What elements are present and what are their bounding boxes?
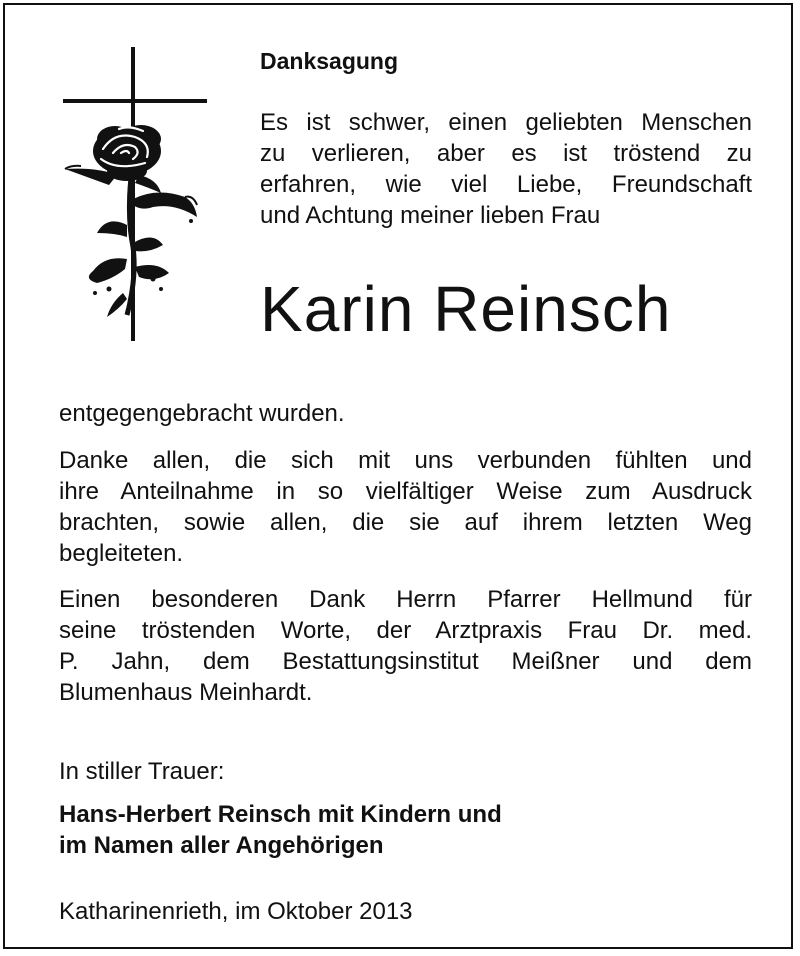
signatory-line: Hans-Herbert Reinsch mit Kindern und bbox=[59, 801, 502, 828]
paragraph-thanks bbox=[59, 445, 752, 569]
paragraph-acknowledgement: entgegengebracht wurden. bbox=[59, 400, 345, 427]
signatories bbox=[59, 799, 502, 861]
paragraph-line: ihre Anteilnahme in so vielfältiger Weise zum Ausdruck bbox=[59, 478, 752, 505]
mourning-phrase: In stiller Trauer: bbox=[59, 758, 225, 785]
obituary-frame bbox=[3, 3, 793, 949]
intro-line: Es ist schwer, einen geliebten Menschen bbox=[260, 109, 752, 136]
signatory-line: im Namen aller Angehörigen bbox=[59, 832, 384, 859]
intro-line: und Achtung meiner lieben Frau bbox=[260, 202, 601, 229]
deceased-name: Karin Reinsch bbox=[260, 273, 672, 345]
place-date: Katharinenrieth, im Oktober 2013 bbox=[59, 898, 413, 925]
paragraph-line: Einen besonderen Dank Herrn Pfarrer Hellmund für bbox=[59, 586, 752, 613]
paragraph-special-thanks bbox=[59, 584, 752, 708]
intro-line: erfahren, wie viel Liebe, Freundschaft bbox=[260, 171, 752, 198]
heading: Danksagung bbox=[260, 48, 399, 74]
paragraph-line: seine tröstenden Worte, der Arztpraxis Frau Dr. med. bbox=[59, 617, 752, 644]
intro-line: zu verlieren, aber es ist tröstend zu bbox=[260, 140, 752, 167]
paragraph-line: Blumenhaus Meinhardt. bbox=[59, 679, 313, 706]
paragraph-line: P. Jahn, dem Bestattungsinstitut Meißner und dem bbox=[59, 648, 752, 675]
paragraph-line: begleiteten. bbox=[59, 540, 184, 567]
intro-text bbox=[260, 107, 752, 231]
cross-with-rose-icon bbox=[57, 47, 217, 343]
paragraph-line: brachten, sowie allen, die sie auf ihrem letzten Weg bbox=[59, 509, 752, 536]
paragraph-line: Danke allen, die sich mit uns verbunden fühlten und bbox=[59, 447, 752, 474]
